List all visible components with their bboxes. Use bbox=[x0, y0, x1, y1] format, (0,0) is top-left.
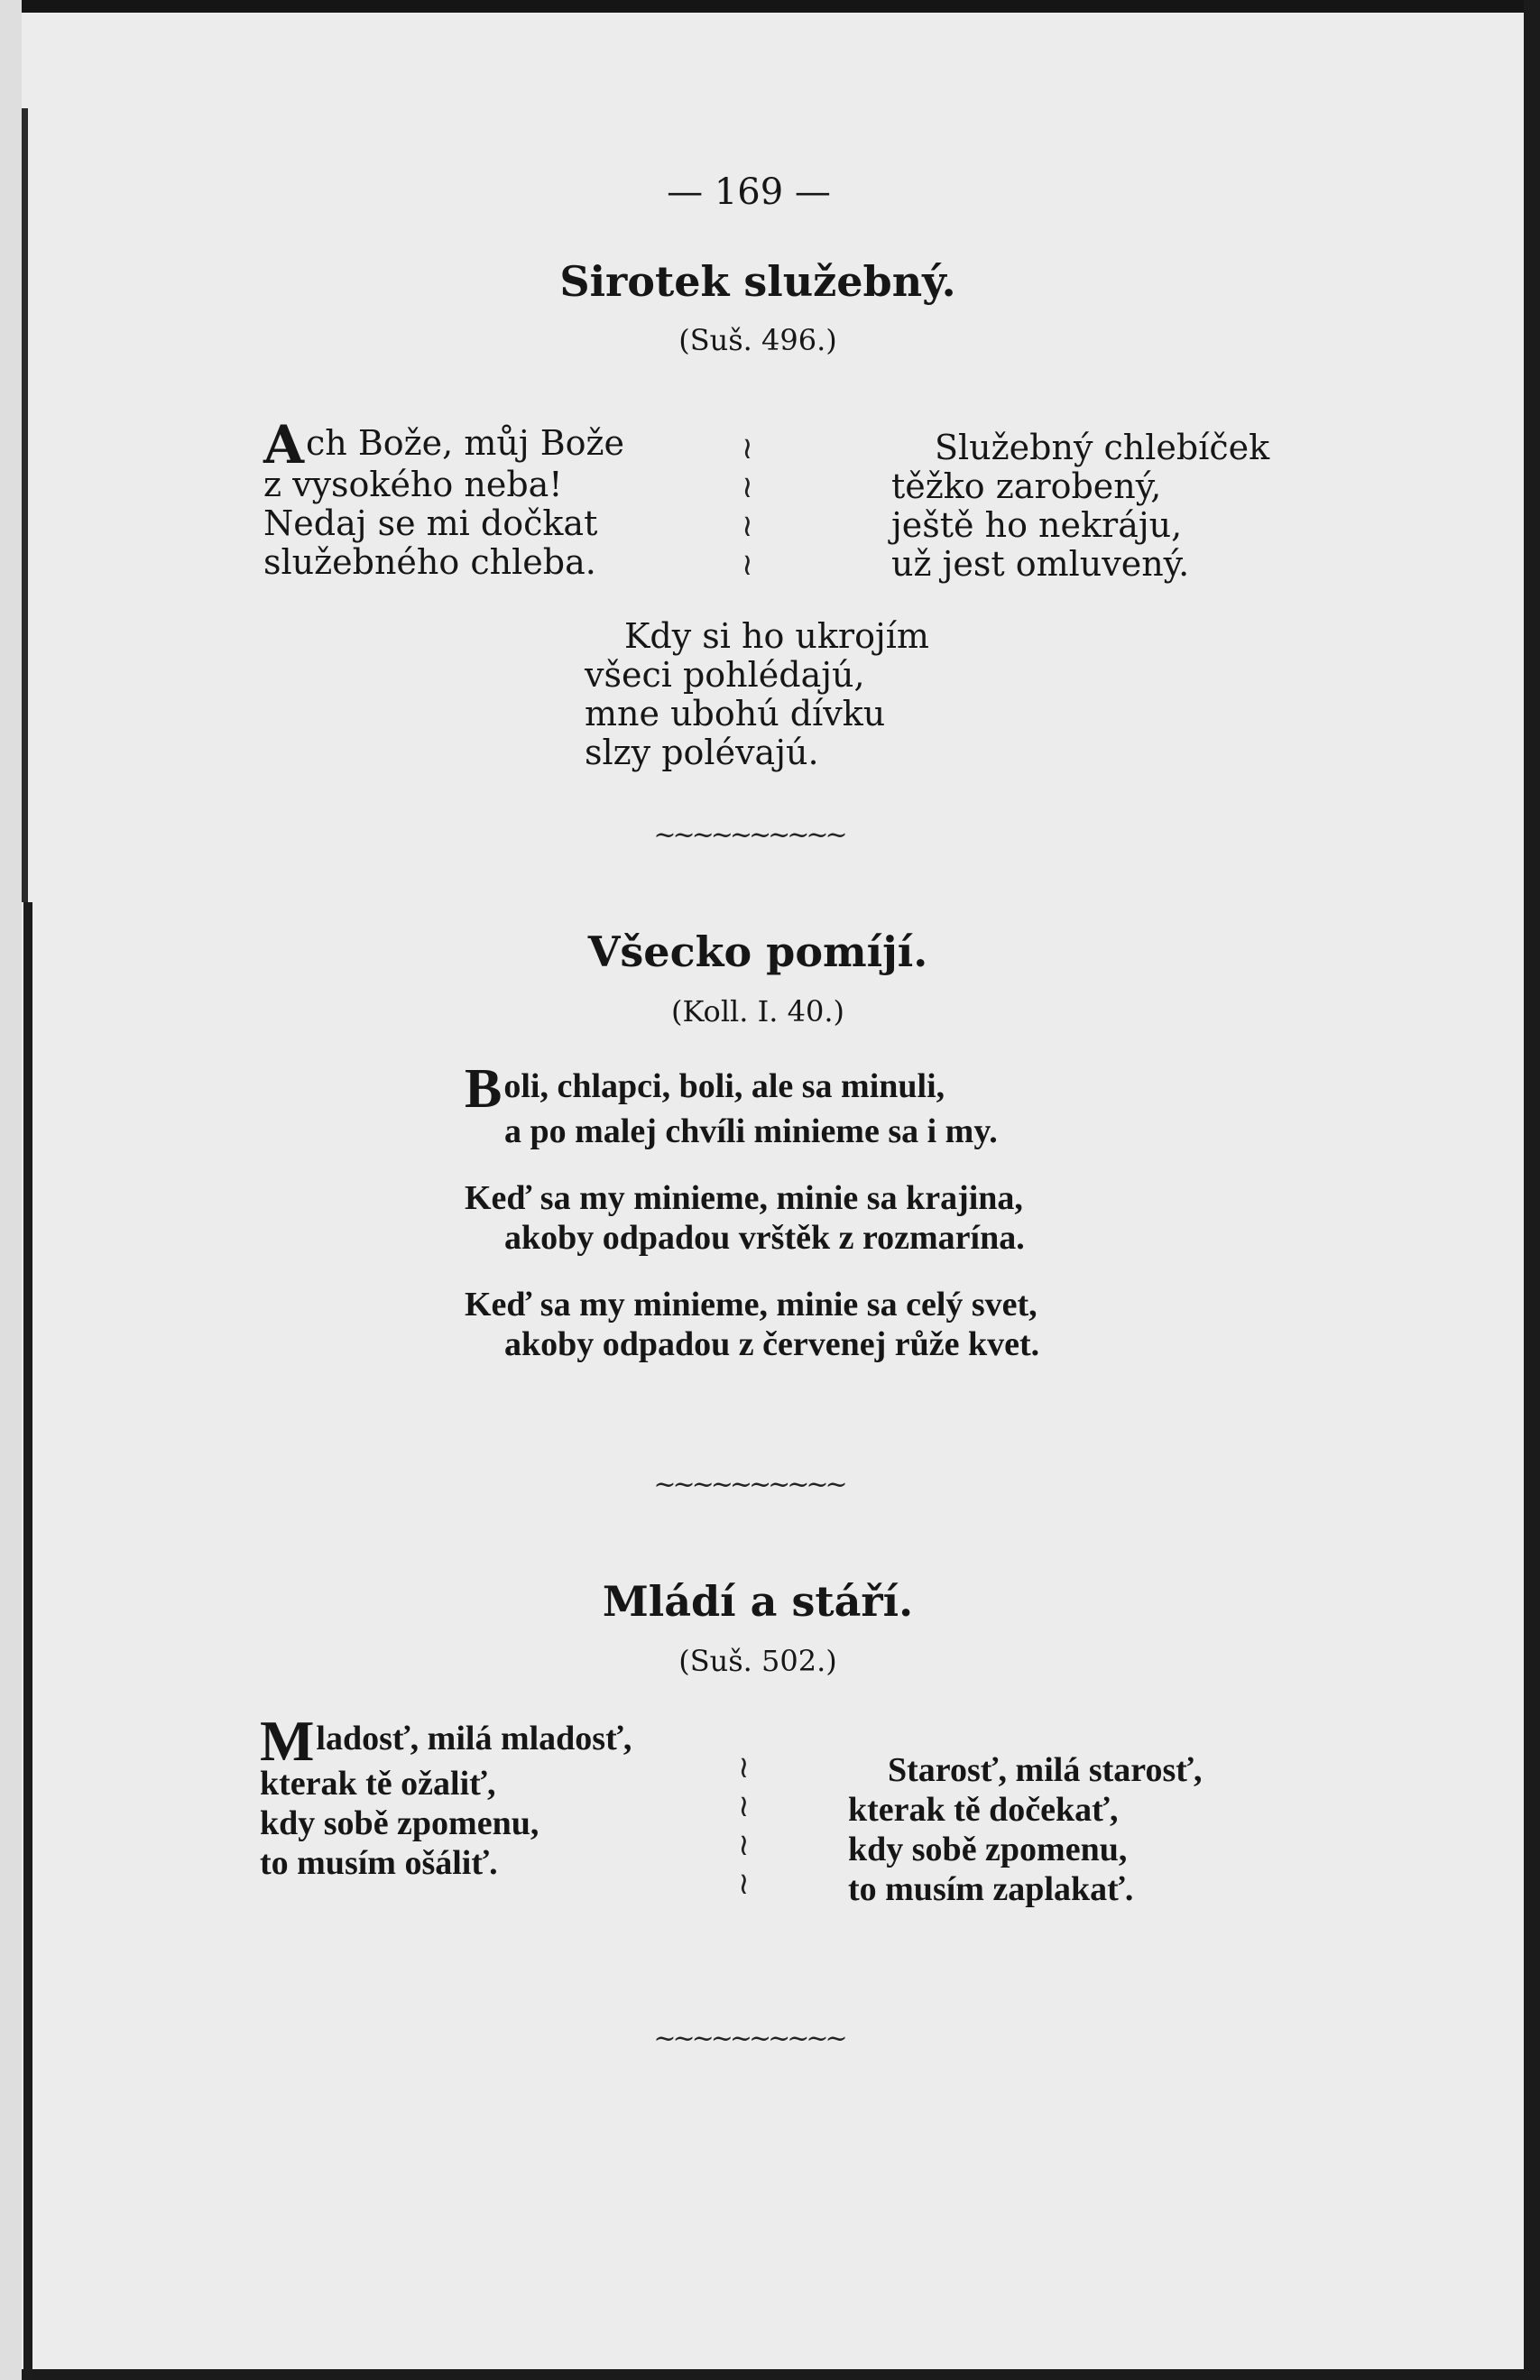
verse-line: a po malej chvíli minieme sa i my. bbox=[504, 1112, 998, 1150]
poem-title: Mládí a stáří. bbox=[602, 1577, 914, 1626]
verse-line: Nedaj se mi dočkat bbox=[263, 503, 598, 543]
verse-line: Ach Bože, můj Bože bbox=[263, 414, 624, 475]
verse-line: služebného chleba. bbox=[263, 542, 596, 582]
page-number: — 169 — bbox=[667, 171, 831, 213]
stanza-right bbox=[848, 1750, 1263, 1909]
verse-line: to musím ošáliť. bbox=[260, 1844, 498, 1882]
poem-source: (Suš. 496.) bbox=[678, 323, 837, 357]
section-ornament: ~~~~~~~~~~ bbox=[653, 1469, 844, 1500]
brace-divider: ≀ ≀ ≀ ≀ bbox=[738, 1749, 750, 1902]
verse-line: kdy sobě zpomenu, bbox=[260, 1804, 539, 1842]
verse-line: to musím zaplakať. bbox=[848, 1870, 1134, 1908]
verse-line: akoby odpadou vrštěk z rozmarína. bbox=[504, 1219, 1025, 1257]
verse-line: Starosť, milá starosť, bbox=[888, 1751, 1203, 1789]
scan-border-left bbox=[0, 0, 22, 2380]
verse-line: všeci pohlédajú, bbox=[585, 655, 865, 695]
verse-line: kterak tě dočekať, bbox=[848, 1791, 1119, 1829]
page-gutter-line bbox=[23, 902, 32, 2380]
verse-line: Keď sa my minieme, minie sa celý svet, bbox=[465, 1286, 1037, 1324]
verse-line: Boli, chlapci, boli, ale sa minuli, bbox=[465, 1058, 945, 1120]
section-ornament: ~~~~~~~~~~ bbox=[653, 819, 844, 851]
poem-source: (Suš. 502.) bbox=[678, 1644, 837, 1678]
scan-border-right bbox=[1524, 0, 1540, 2380]
verse-line: už jest omluvený. bbox=[891, 544, 1190, 584]
poem-title: Všecko pomíjí. bbox=[587, 927, 928, 976]
poem-title: Sirotek služebný. bbox=[559, 257, 956, 306]
scan-border-bottom bbox=[0, 2369, 1540, 2380]
verse-line: mne ubohú dívku bbox=[585, 694, 886, 733]
verse-line: akoby odpadou z červenej růže kvet. bbox=[504, 1325, 1040, 1363]
poem-source: (Koll. I. 40.) bbox=[671, 994, 844, 1029]
verse-line: Kdy si ho ukrojím bbox=[624, 616, 929, 656]
drop-cap: B bbox=[465, 1058, 503, 1120]
verse-line: kdy sobě zpomenu, bbox=[848, 1831, 1128, 1868]
stanza-center bbox=[585, 617, 982, 772]
verse-line: z vysokého neba! bbox=[263, 465, 563, 504]
verse-line: těžko zarobený, bbox=[891, 466, 1162, 506]
drop-cap: M bbox=[260, 1709, 315, 1773]
stanza-left bbox=[260, 1709, 729, 1883]
scan-border-top bbox=[0, 0, 1540, 13]
verse-line: ještě ho nekráju, bbox=[891, 505, 1183, 545]
couplets bbox=[465, 1058, 1168, 1364]
page-gutter-shadow bbox=[22, 108, 28, 902]
verse-line: Keď sa my minieme, minie sa krajina, bbox=[465, 1179, 1023, 1217]
section-ornament: ~~~~~~~~~~ bbox=[653, 2023, 844, 2054]
verse-line: Služebný chlebíček bbox=[935, 428, 1270, 467]
verse-line: kterak tě ožaliť, bbox=[260, 1765, 496, 1803]
stanza-right bbox=[891, 429, 1270, 584]
verse-line: slzy polévajú. bbox=[585, 733, 819, 772]
stanza-left bbox=[263, 414, 715, 582]
drop-cap: A bbox=[263, 414, 305, 475]
brace-divider: ≀ ≀ ≀ ≀ bbox=[742, 430, 753, 583]
verse-line: Mladosť, milá mladosť, bbox=[260, 1709, 632, 1773]
